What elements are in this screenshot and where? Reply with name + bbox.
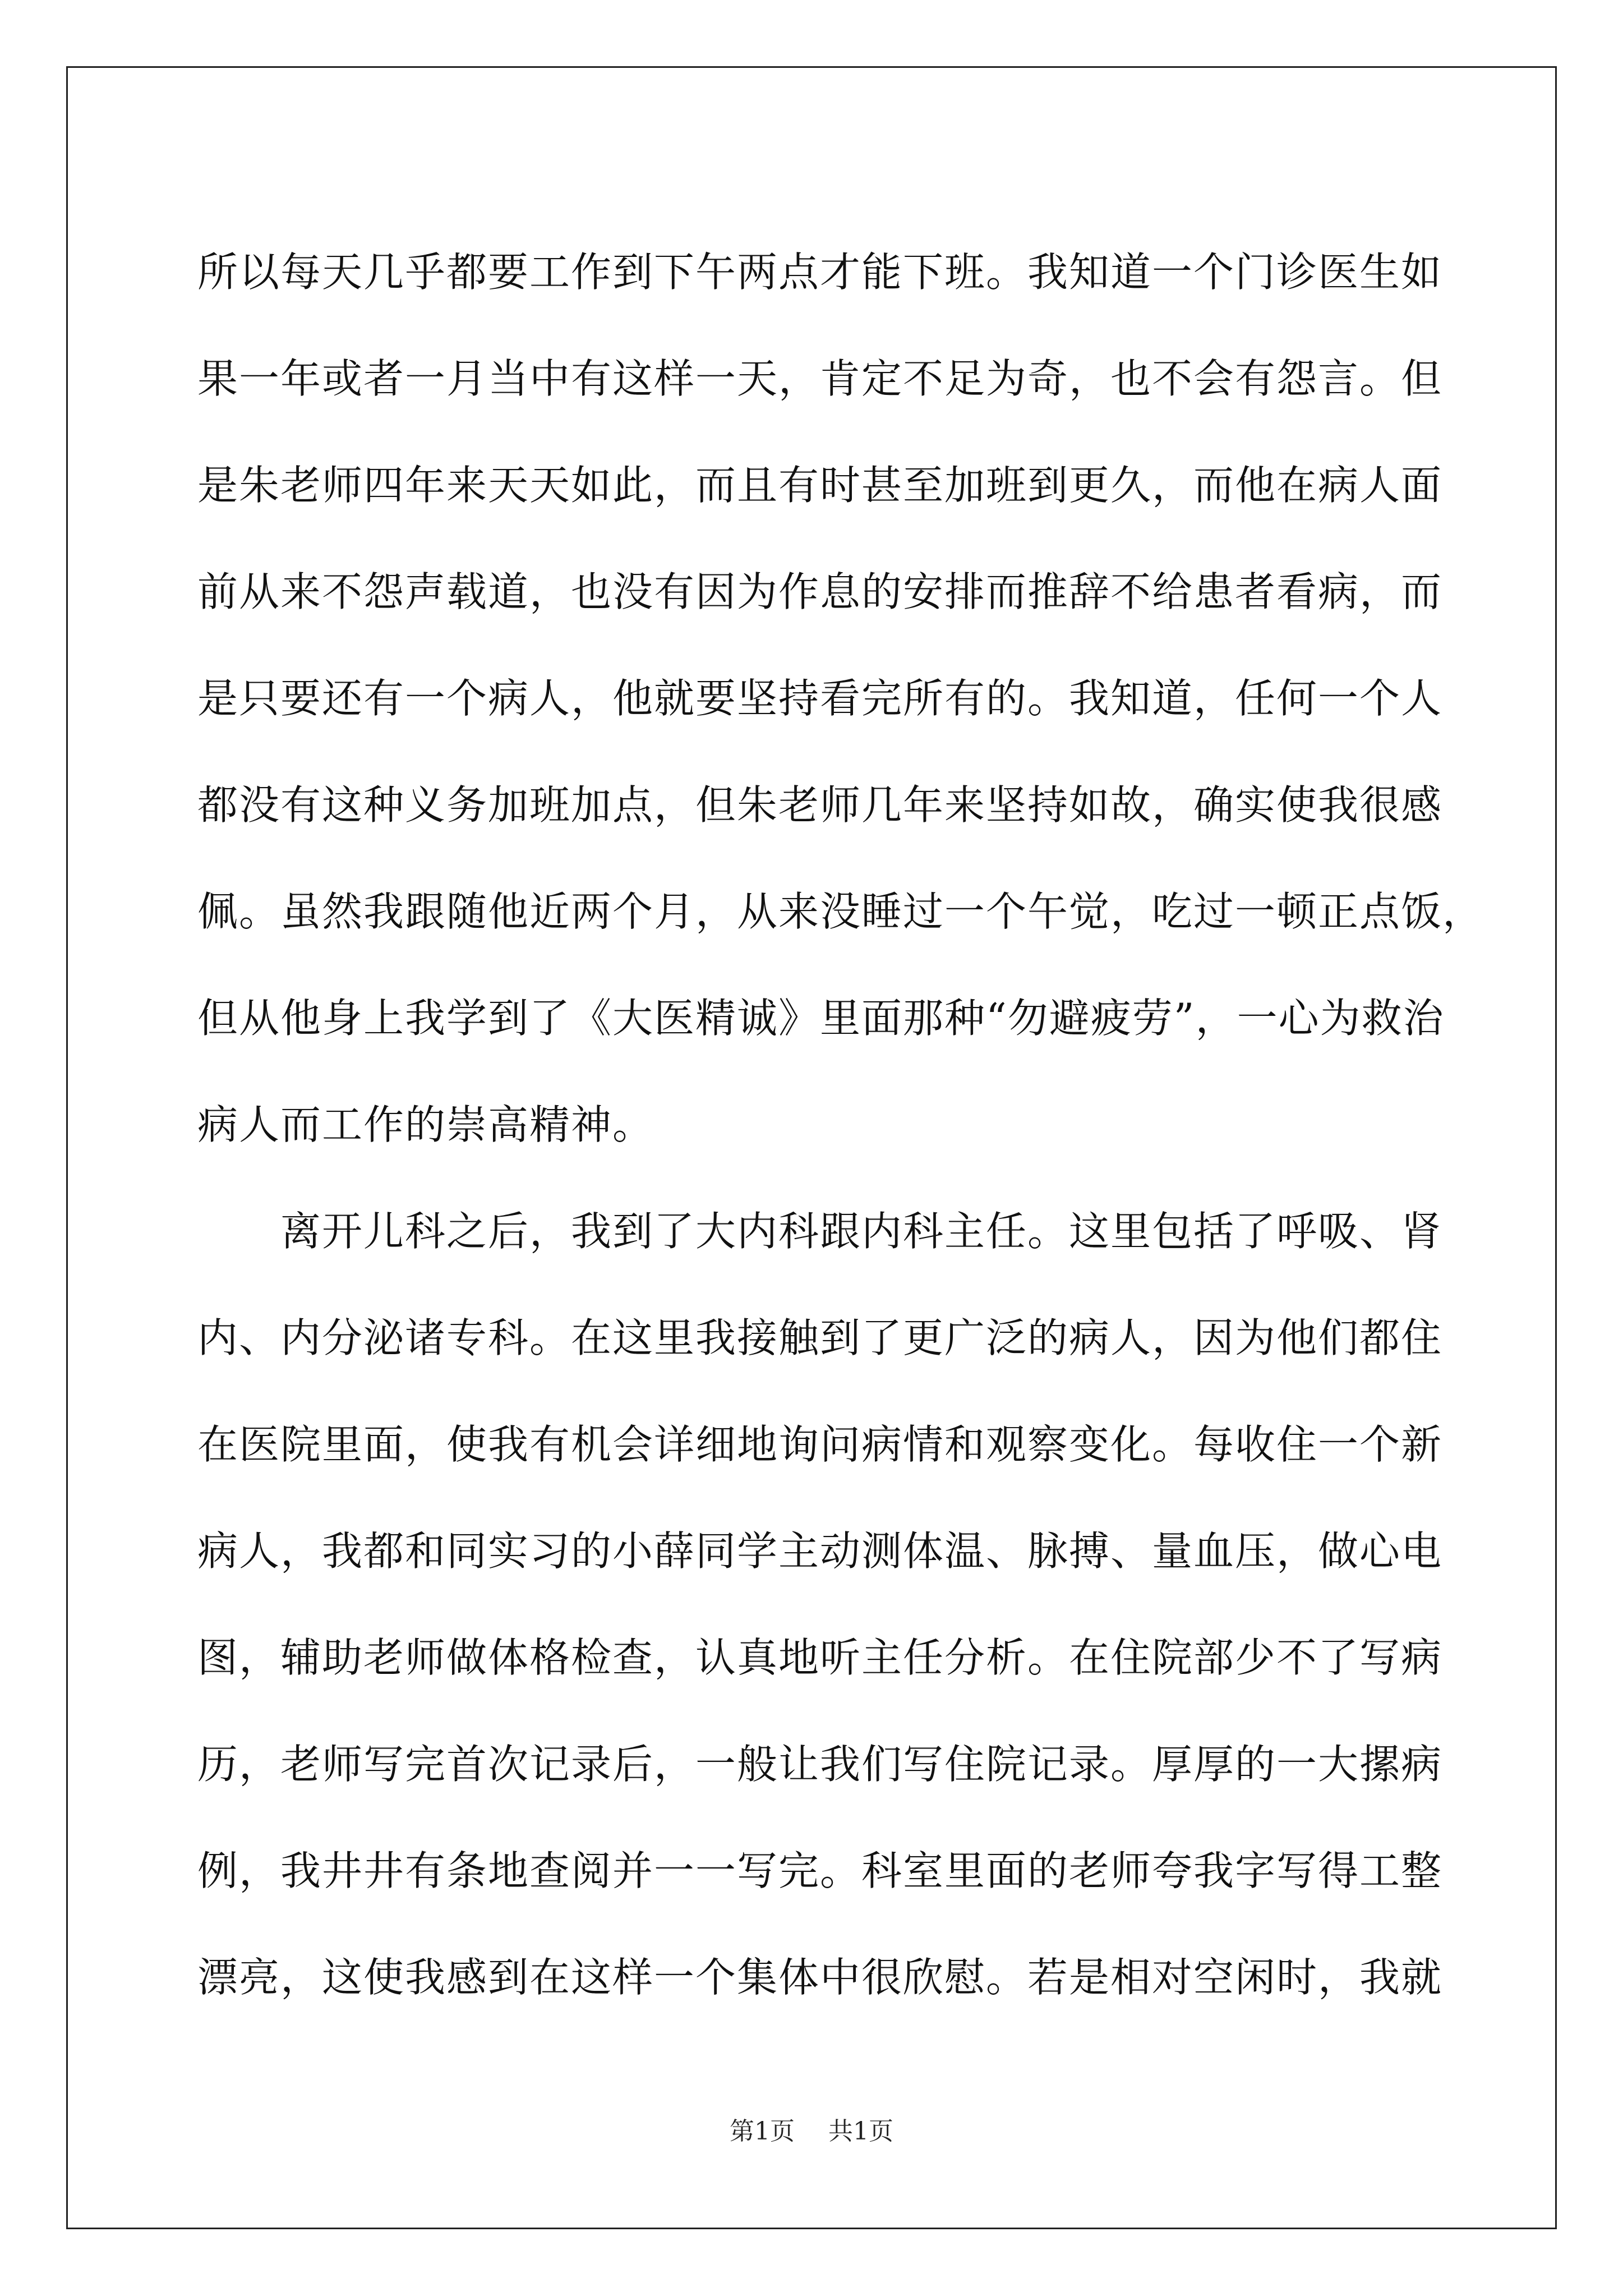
text-line: 图，辅助老师做体格检查，认真地听主任分析。在住院部少不了写病 <box>197 1634 1443 1681</box>
text-line: 病人而工作的崇高精神。 <box>197 1101 654 1148</box>
text-line: 历，老师写完首次记录后，一般让我们写住院记录。厚厚的一大摞病 <box>197 1741 1443 1788</box>
text-line: 佩。虽然我跟随他近两个月，从来没睡过一个午觉，吃过一顿正点饭， <box>197 888 1484 935</box>
page-number-current: 第1页 <box>730 2117 795 2146</box>
text-line: 离开儿科之后，我到了大内科跟内科主任。这里包括了呼吸、肾 <box>197 1208 1443 1255</box>
text-line: 例，我井井有条地查阅并一一写完。科室里面的老师夸我字写得工整 <box>197 1847 1443 1894</box>
page-footer <box>0 2115 1623 2148</box>
text-line: 在医院里面，使我有机会详细地询问病情和观察变化。每收住一个新 <box>197 1421 1443 1468</box>
page-number-total: 共1页 <box>828 2117 893 2146</box>
text-line: 是只要还有一个病人，他就要坚持看完所有的。我知道，任何一个人 <box>197 675 1443 722</box>
text-line: 果一年或者一月当中有这样一天，肯定不足为奇，也不会有怨言。但 <box>197 355 1443 402</box>
text-line: 病人，我都和同实习的小薛同学主动测体温、脉搏、量血压，做心电 <box>197 1527 1443 1575</box>
text-line: 是朱老师四年来天天如此，而且有时甚至加班到更久，而他在病人面 <box>197 462 1443 509</box>
body-text <box>197 219 1484 2031</box>
text-line: 漂亮，这使我感到在这样一个集体中很欣慰。若是相对空闲时，我就 <box>197 1954 1443 2001</box>
text-line: 所以每天几乎都要工作到下午两点才能下班。我知道一个门诊医生如 <box>197 249 1443 296</box>
text-line: 前从来不怨声载道，也没有因为作息的安排而推辞不给患者看病，而 <box>197 568 1443 615</box>
paragraph-2 <box>197 1178 1443 2031</box>
text-line: 但从他身上我学到了《大医精诚》里面那种“勿避疲劳”，一心为救治 <box>197 995 1445 1042</box>
text-line: 内、内分泌诸专科。在这里我接触到了更广泛的病人，因为他们都住 <box>197 1314 1443 1361</box>
text-line: 都没有这种义务加班加点，但朱老师几年来坚持如故，确实使我很感 <box>197 781 1443 829</box>
paragraph-1 <box>197 219 1484 1178</box>
